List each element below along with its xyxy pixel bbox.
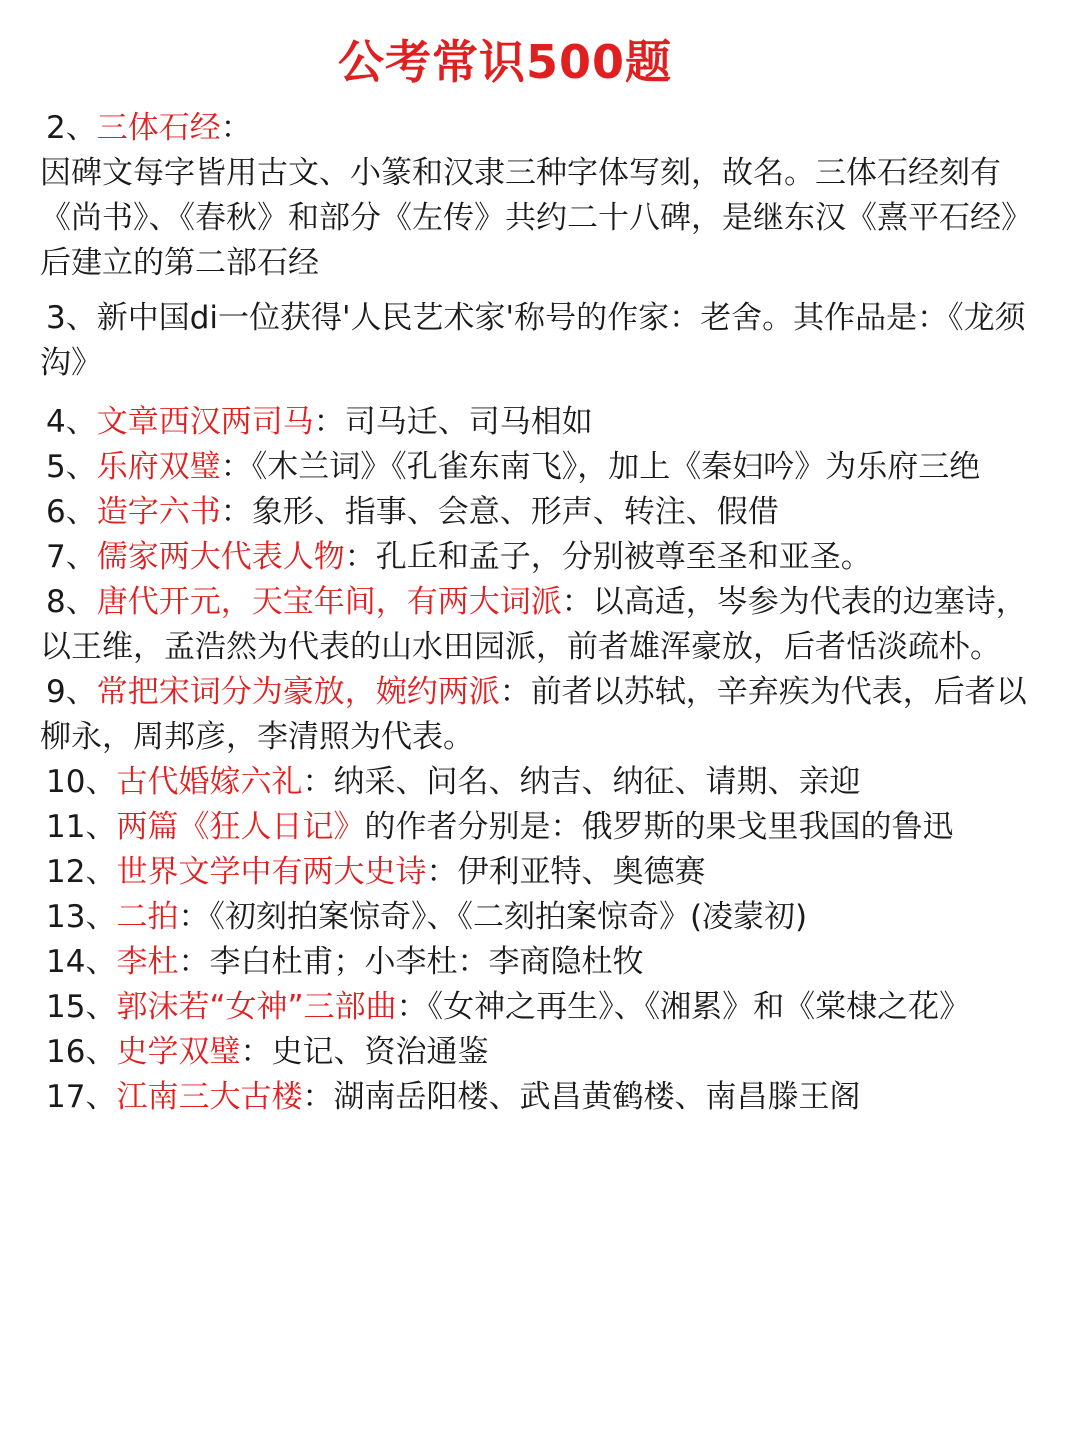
- list-item-12: 12、世界文学中有两大史诗：伊利亚特、奥德赛: [46, 854, 706, 890]
- item-keyword: 常把宋词分为豪放，婉约两派: [96, 674, 500, 710]
- list-item-14: 14、李杜：李白杜甫；小李杜：李商隐杜牧: [46, 944, 644, 980]
- item-keyword: 两篇《狂人日记》: [116, 809, 365, 845]
- item-keyword: 儒家两大代表人物: [96, 539, 345, 575]
- item-keyword: 唐代开元，天宝年间，有两大词派: [96, 584, 562, 620]
- item-keyword: 造字六书: [96, 494, 221, 530]
- item-keyword: 三体石经: [96, 110, 221, 146]
- item-keyword: 二拍: [116, 899, 179, 935]
- list-item-6: 6、造字六书：象形、指事、会意、形声、转注、假借: [46, 494, 779, 530]
- list-item-10: 10、古代婚嫁六礼：纳采、问名、纳吉、纳征、请期、亲迎: [46, 764, 861, 800]
- page-title: 公考常识500题: [337, 35, 673, 89]
- item-keyword: 文章西汉两司马: [96, 404, 314, 440]
- list-item-15: 15、郭沫若“女神”三部曲：《女神之再生》、《湘累》和《棠棣之花》: [46, 989, 971, 1025]
- list-item-9: 9、常把宋词分为豪放，婉约两派：前者以苏轼，辛弃疾为代表，后者以柳永，周邦彦，李清照为代表。: [40, 674, 1027, 755]
- list-item-7: 7、儒家两大代表人物：孔丘和孟子，分别被尊至圣和亚圣。: [46, 539, 872, 575]
- list-item-17: 17、江南三大古楼：湖南岳阳楼、武昌黄鹤楼、南昌滕王阁: [46, 1079, 861, 1115]
- list-item-8: 8、唐代开元，天宝年间，有两大词派：以高适，岑参为代表的边塞诗，以王维，孟浩然为代表的山水田园派，前者雄浑豪放，后者恬淡疏朴。: [40, 584, 1027, 665]
- list-item-16: 16、史学双璧：史记、资治通鉴: [46, 1034, 489, 1070]
- list-item-4: 4、文章西汉两司马：司马迁、司马相如: [46, 404, 593, 440]
- item-keyword: 世界文学中有两大史诗: [116, 854, 427, 890]
- item-keyword: 乐府双璧: [96, 449, 221, 485]
- list-item-2-heading: 2、三体石经：: [46, 110, 252, 146]
- list-item-3: 3、新中国di一位获得'人民艺术家'称号的作家：老舍。其作品是：《龙须沟》: [40, 300, 1026, 381]
- list-item-2-body: 因碑文每字皆用古文、小篆和汉隶三种字体写刻，故名。三体石经刻有《尚书》、《春秋》和部分《左传》共约二十八碑，是继东汉《熹平石经》后建立的第二部石经: [40, 155, 1032, 281]
- item-keyword: 郭沫若“女神”三部曲: [116, 989, 397, 1025]
- list-item-13: 13、二拍：《初刻拍案惊奇》、《二刻拍案惊奇》(凌蒙初): [46, 899, 808, 935]
- item-keyword: 李杜: [116, 944, 179, 980]
- item-keyword: 江南三大古楼: [116, 1079, 303, 1115]
- knowledge-list: [40, 106, 1040, 1120]
- list-item-5: 5、乐府双璧：《木兰词》《孔雀东南飞》，加上《秦妇吟》为乐府三绝: [46, 449, 981, 485]
- item-keyword: 古代婚嫁六礼: [116, 764, 303, 800]
- item-keyword: 史学双璧: [116, 1034, 241, 1070]
- list-item-11: 11、两篇《狂人日记》的作者分别是：俄罗斯的果戈里我国的鲁迅: [46, 809, 954, 845]
